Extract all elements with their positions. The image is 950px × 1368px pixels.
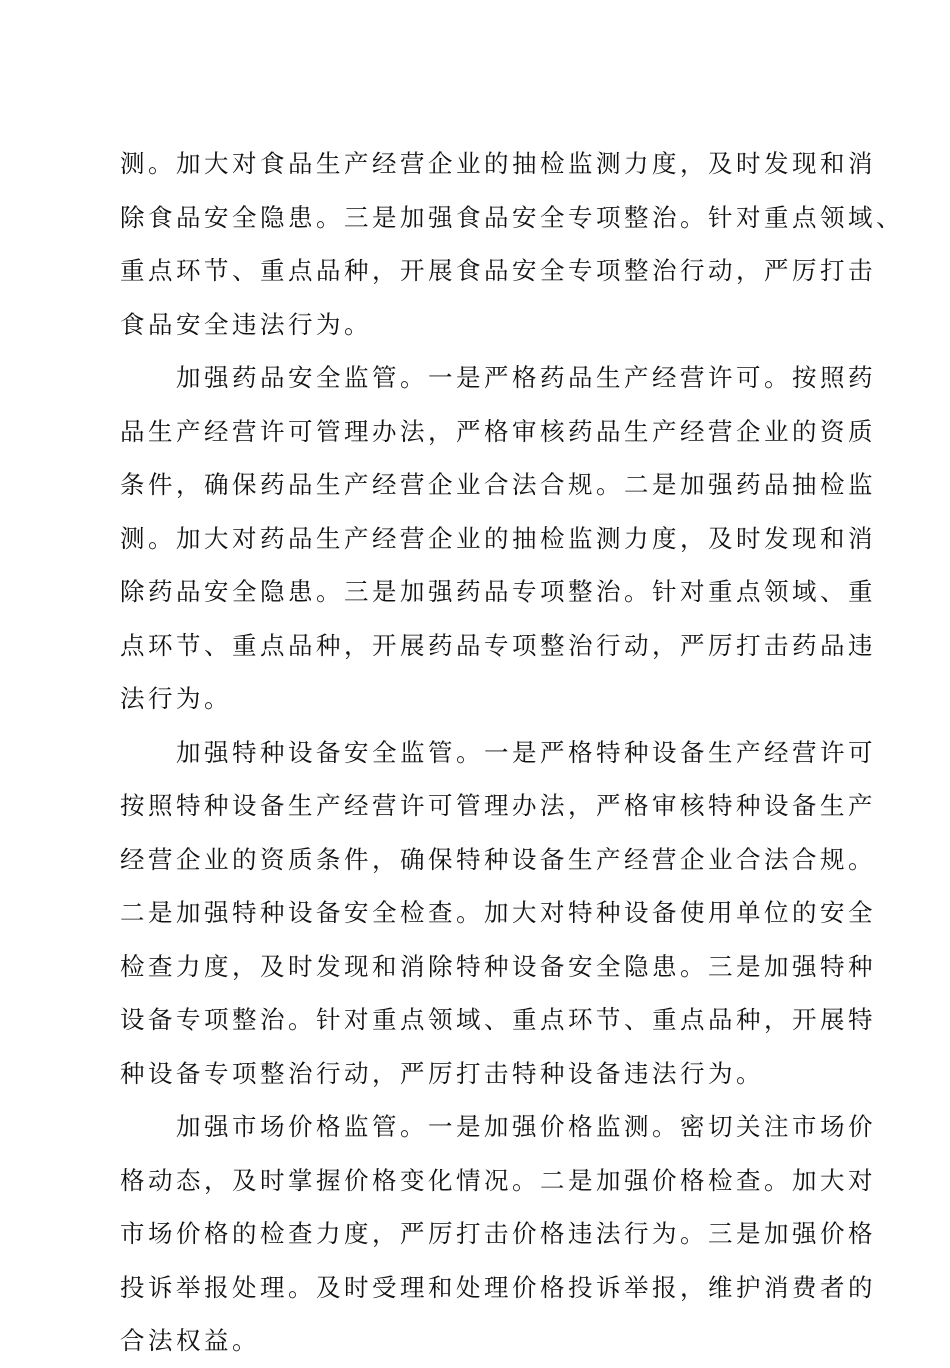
text-line: 加强市场价格监管。一是加强价格监测。密切关注市场价 [176,1112,876,1141]
text-line: 按照特种设备生产经营许可管理办法，严格审核特种设备生产 [120,791,876,820]
text-line: 品生产经营许可管理办法，严格审核药品生产经营企业的资质 [120,416,876,446]
paragraph-special-equipment [120,726,876,1101]
paragraph-food-safety-continued [120,137,904,351]
text-line: 加强特种设备安全监管。一是严格特种设备生产经营许可 [176,737,876,767]
text-line: 法行为。 [120,684,232,713]
text-line: 投诉举报处理。及时受理和处理价格投诉举报，维护消费者的 [120,1272,876,1302]
text-line: 点环节、重点品种，开展药品专项整治行动，严厉打击药品违 [120,630,876,660]
text-line: 检查力度，及时发现和消除特种设备安全隐患。三是加强特种 [120,951,876,981]
document-body [120,137,904,1368]
text-line: 重点环节、重点品种，开展食品安全专项整治行动，严厉打击 [120,256,876,285]
paragraph-drug-safety [120,351,876,726]
text-line: 格动态，及时掌握价格变化情况。二是加强价格检查。加大对 [120,1165,876,1195]
paragraph-market-price [120,1100,876,1368]
text-line: 条件，确保药品生产经营企业合法合规。二是加强药品抽检监 [120,470,876,499]
text-line: 加强药品安全监管。一是严格药品生产经营许可。按照药 [176,363,876,392]
text-line: 二是加强特种设备安全检查。加大对特种设备使用单位的安全 [120,898,876,927]
text-line: 设备专项整治。针对重点领域、重点环节、重点品种，开展特 [120,1005,876,1034]
text-line: 除食品安全隐患。三是加强食品安全专项整治。针对重点领域、 [120,202,904,232]
text-line: 测。加大对药品生产经营企业的抽检监测力度，及时发现和消 [120,523,876,553]
text-line: 食品安全违法行为。 [120,309,372,339]
text-line: 测。加大对食品生产经营企业的抽检监测力度，及时发现和消 [120,149,876,178]
text-line: 种设备专项整治行动，严厉打击特种设备违法行为。 [120,1058,764,1088]
text-line: 经营企业的资质条件，确保特种设备生产经营企业合法合规。 [120,844,876,874]
text-line: 除药品安全隐患。三是加强药品专项整治。针对重点领域、重 [120,577,876,606]
text-line: 市场价格的检查力度，严厉打击价格违法行为。三是加强价格 [120,1219,876,1248]
text-line: 合法权益。 [120,1326,260,1355]
